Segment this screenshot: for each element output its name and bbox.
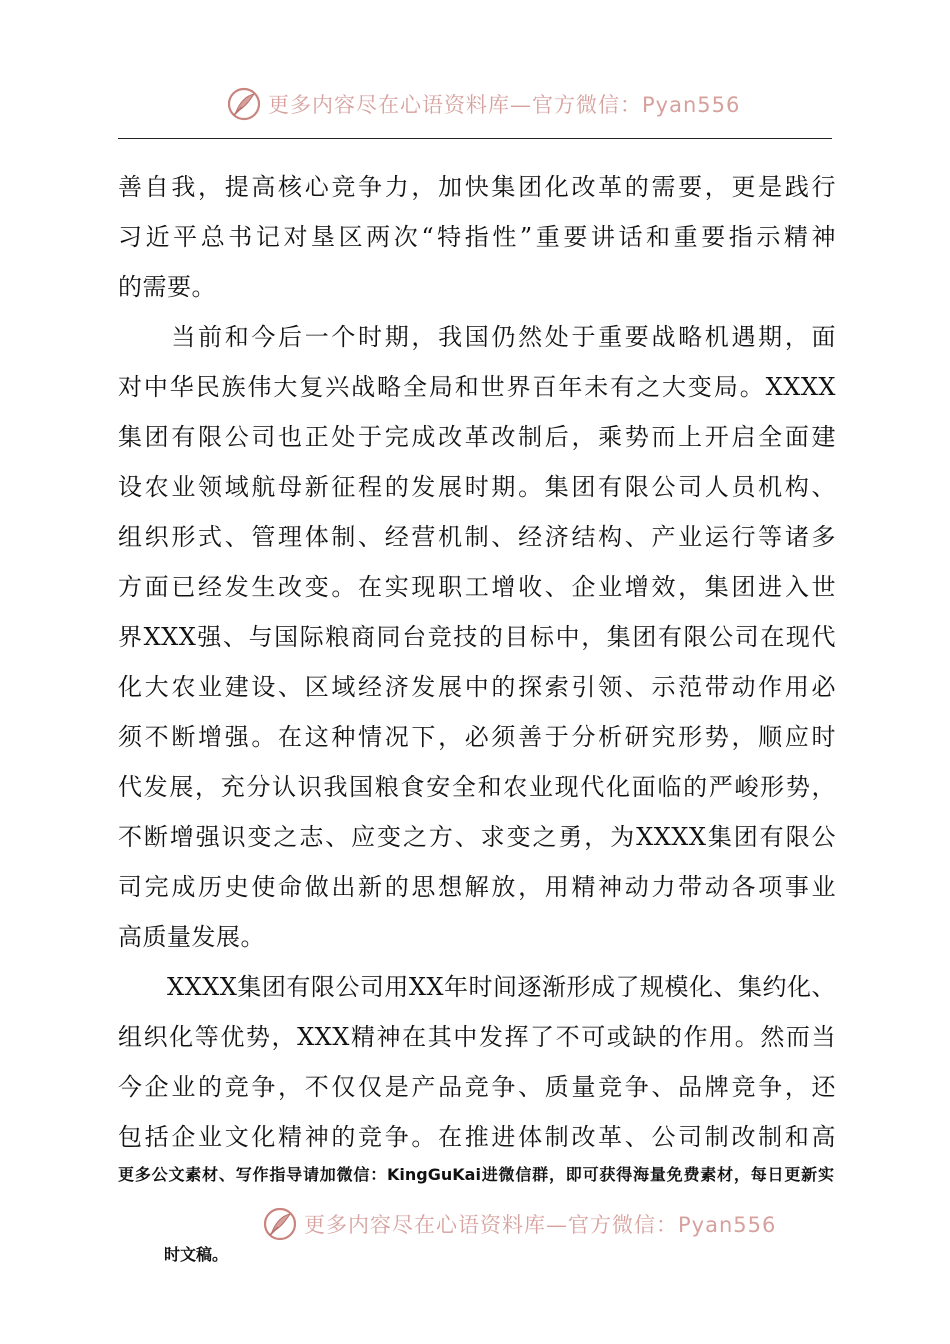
body-line: 高质量发展。 — [118, 923, 265, 951]
header-rule — [118, 138, 832, 139]
body-line: 习近平总书记对垦区两次“特指性”重要讲话和重要指示精神 — [118, 223, 836, 251]
body-line: 对中华民族伟大复兴战略全局和世界百年未有之大变局。XXXX — [118, 373, 836, 401]
watermark-text: 更多内容尽在心语资料库—官方微信：Pyan556 — [304, 1213, 777, 1237]
body-line: 集团有限公司也正处于完成改革改制后，乘势而上开启全面建 — [118, 423, 836, 451]
body-line: XXXX集团有限公司用XX年时间逐渐形成了规模化、集约化、 — [118, 973, 837, 1001]
body-line: 界XXX强、与国际粮商同台竞技的目标中，集团有限公司在现代 — [118, 623, 836, 651]
body-line: 不断增强识变之志、应变之方、求变之勇，为XXXX集团有限公 — [118, 823, 836, 851]
body-line: 组织化等优势，XXX精神在其中发挥了不可或缺的作用。然而当 — [118, 1023, 836, 1051]
body-line: 化大农业建设、区域经济发展中的探索引领、示范带动作用必 — [118, 673, 836, 701]
feather-logo-icon — [226, 86, 262, 122]
body-line: 善自我，提高核心竞争力，加快集团化改革的需要，更是践行 — [118, 173, 836, 201]
footer-watermark — [262, 1206, 776, 1242]
watermark-text: 更多内容尽在心语资料库—官方微信：Pyan556 — [268, 93, 741, 117]
feather-logo-icon — [262, 1206, 298, 1242]
footer-promo-line-2: 时文稿。 — [164, 1245, 229, 1264]
body-line: 须不断增强。在这种情况下，必须善于分析研究形势，顺应时 — [118, 723, 836, 751]
header-watermark — [226, 86, 740, 122]
body-line: 代发展，充分认识我国粮食安全和农业现代化面临的严峻形势， — [118, 773, 836, 801]
body-line: 司完成历史使命做出新的思想解放，用精神动力带动各项事业 — [118, 873, 836, 901]
body-line: 组织形式、管理体制、经营机制、经济结构、产业运行等诸多 — [118, 523, 836, 551]
body-line: 的需要。 — [118, 273, 216, 301]
body-line: 设农业领域航母新征程的发展时期。集团有限公司人员机构、 — [118, 473, 836, 501]
body-line: 今企业的竞争，不仅仅是产品竞争、质量竞争、品牌竞争，还 — [118, 1073, 836, 1101]
body-line: 包括企业文化精神的竞争。在推进体制改革、公司制改制和高 — [118, 1123, 836, 1151]
footer-promo-line: 更多公文素材、写作指导请加微信：KingGuKai进微信群，即可获得海量免费素材，每日更新实 — [118, 1165, 834, 1184]
body-line: 方面已经发生改变。在实现职工增收、企业增效，集团进入世 — [118, 573, 836, 601]
body-line: 当前和今后一个时期，我国仍然处于重要战略机遇期，面 — [118, 323, 836, 351]
